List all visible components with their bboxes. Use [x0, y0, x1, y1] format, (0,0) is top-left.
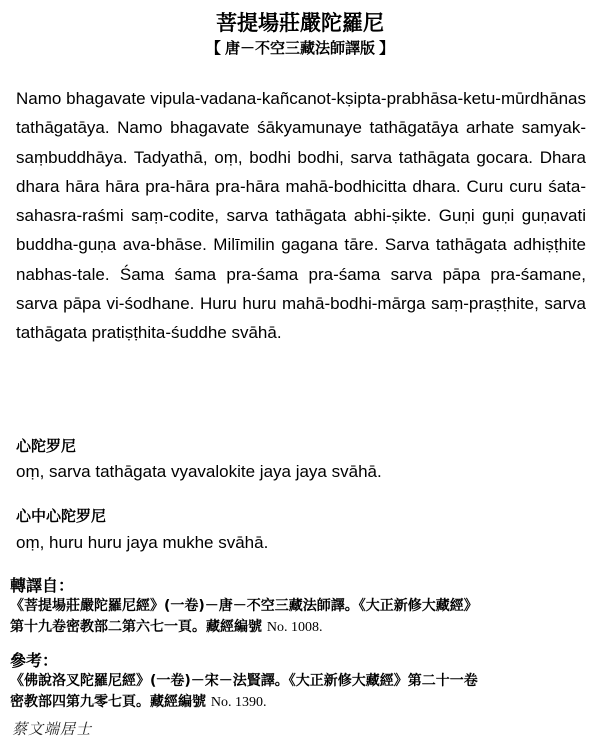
- reference-sutra-number: No. 1390.: [210, 695, 267, 710]
- source-line-2: [10, 617, 592, 638]
- mantra-paragraph: Namo bhagavate vipula-vadana-kañcanot-kṣipta-prabhāsa-ketu-mūrdhānas tathāgatāya. Namo bhagavate śākyamunaye tathāgatāya arhate samyak-saṃbuddhāya. Tadyathā, oṃ, bodhi bodhi, sarva tathāgata gocara. Dhara dhara hāra hāra pra-hāra pra-hāra mahā-bodhicitta dhara. Curu curu śata-sahasra-raśmi saṃ-codite, sarva tathāgata abhi-ṣikte. Guṇi guṇi guṇavati buddha-guṇa ava-bhāse. Milīmilin gagana tāre. Sarva tathāgata adhiṣṭhite nabhas-tale. Śama śama pra-śama pra-śama sarva pāpa pra-śamane, sarva pāpa vi-śodhane. Huru huru mahā-bodhi-mārga saṃ-praṣṭhite, sarva tathāgata pratiṣṭhita-śuddhe svāhā.: [16, 89, 586, 343]
- reference-block: [10, 651, 592, 713]
- source-line-2-text: 第十九卷密教部二第六七一頁。藏經編號: [10, 619, 262, 635]
- translator-subtitle: 【 唐－不空三藏法師譯版 】: [205, 40, 395, 57]
- heart-in-heart-dharani-heading: 心中心陀罗尼: [16, 508, 107, 525]
- author-signature: 蔡文端居士: [12, 720, 93, 738]
- reference-line-2-text: 密教部四第九零七頁。藏經編號: [10, 694, 206, 710]
- reference-line-1: 《佛說洛叉陀羅尼經》(一卷)－宋－法賢譯。《大正新修大藏經》第二十一卷: [10, 673, 478, 689]
- source-sutra-number: No. 1008.: [266, 620, 323, 635]
- reference-heading: 參考：: [10, 651, 59, 670]
- heart-in-heart-dharani-text: oṃ, huru huru jaya mukhe svāhā.: [16, 533, 269, 552]
- source-block: [10, 576, 592, 638]
- reference-line-2: [10, 692, 592, 713]
- document-title: 菩提場莊嚴陀羅尼: [216, 12, 384, 35]
- source-line-1: 《菩提場莊嚴陀羅尼經》(一卷)－唐－不空三藏法師譯。《大正新修大藏經》: [10, 598, 478, 614]
- heart-dharani-heading: 心陀罗尼: [16, 438, 77, 455]
- heart-dharani-text: oṃ, sarva tathāgata vyavalokite jaya jaya svāhā.: [16, 462, 382, 481]
- source-heading: 轉譯自：: [10, 576, 75, 595]
